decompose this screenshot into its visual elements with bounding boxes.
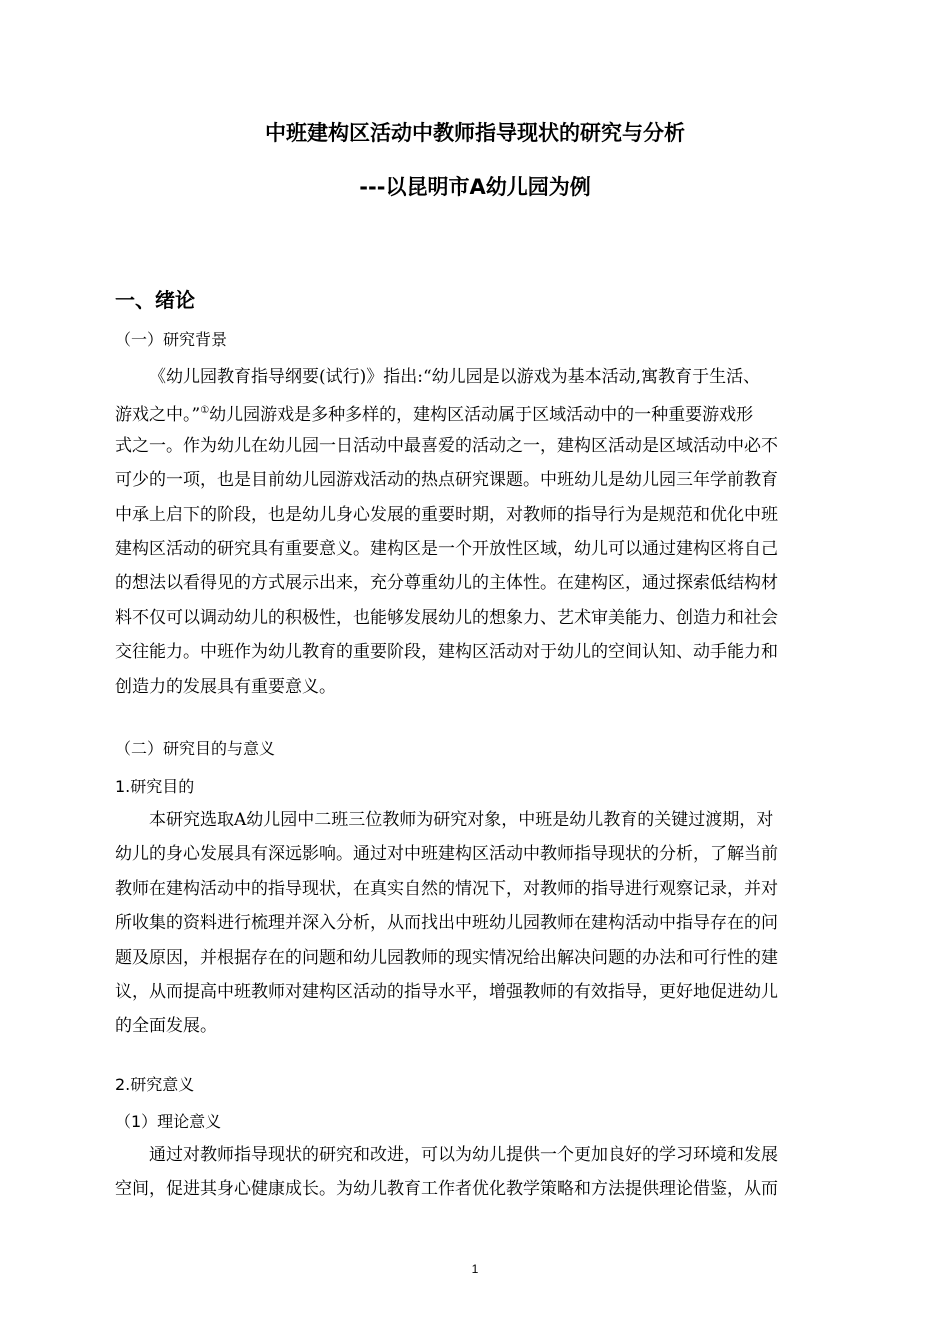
paragraph-line: 幼儿的身心发展具有深远影响。通过对中班建构区活动中教师指导现状的分析，了解当前 [115, 844, 778, 865]
paragraph-line: 本研究选取A幼儿园中二班三位教师为研究对象，中班是幼儿教育的关键过渡期，对 [149, 810, 774, 830]
paragraph-theoretical-significance [115, 1138, 860, 1207]
paragraph-line [115, 394, 860, 428]
paragraph-line: 题及原因，并根据存在的问题和幼儿园教师的现实情况给出解决问题的办法和可行性的建 [115, 947, 778, 968]
quote-end-text: 游戏之中。” [115, 405, 201, 426]
subsection-heading-background: （一）研究背景 [115, 330, 228, 349]
page-number: 1 [471, 1262, 479, 1276]
subsection-heading-purpose-significance: （二）研究目的与意义 [115, 739, 276, 758]
paragraph-line: 教师在建构活动中的指导现状，在真实自然的情况下，对教师的指导进行观察记录，并对 [115, 878, 778, 899]
document-title: 中班建构区活动中教师指导现状的研究与分析 [265, 121, 685, 145]
heading-research-significance: 2.研究意义 [115, 1075, 195, 1094]
heading-research-purpose: 1.研究目的 [115, 777, 195, 796]
paragraph-line: 可少的一项，也是目前幼儿园游戏活动的热点研究课题。中班幼儿是幼儿园三年学前教育 [115, 470, 778, 491]
paragraph-line: 的全面发展。 [115, 1016, 217, 1037]
paragraph-line: 的想法以看得见的方式展示出来，充分尊重幼儿的主体性。在建构区，通过探索低结构材 [115, 573, 778, 594]
document-subtitle: ---以昆明市A幼儿园为例 [359, 175, 591, 199]
section-heading-introduction: 一、绪论 [115, 288, 195, 312]
paragraph-research-purpose [115, 803, 860, 1044]
paragraph-line: 交往能力。中班作为幼儿教育的重要阶段，建构区活动对于幼儿的空间认知、动手能力和 [115, 642, 778, 663]
paragraph-line: 《幼儿园教育指导纲要(试行)》指出:“幼儿园是以游戏为基本活动,寓教育于生活、 [149, 367, 761, 387]
paragraph-line: 料不仅可以调动幼儿的积极性，也能够发展幼儿的想象力、艺术审美能力、创造力和社会 [115, 607, 778, 628]
paragraph-line: 中承上启下的阶段，也是幼儿身心发展的重要时期，对教师的指导行为是规范和优化中班 [115, 504, 778, 525]
quote-follow-text: 幼儿园游戏是多种多样的，建构区活动属于区域活动中的一种重要游戏形 [209, 405, 754, 426]
paragraph-line: 建构区活动的研究具有重要意义。建构区是一个开放性区域，幼儿可以通过建构区将自己 [115, 538, 778, 559]
paragraph-line: 所收集的资料进行梳理并深入分析，从而找出中班幼儿园教师在建构活动中指导存在的问 [115, 913, 778, 934]
paragraph-background [115, 360, 860, 704]
paragraph-line: 通过对教师指导现状的研究和改进，可以为幼儿提供一个更加良好的学习环境和发展 [149, 1145, 778, 1165]
paragraph-line: 式之一。作为幼儿在幼儿园一日活动中最喜爱的活动之一，建构区活动是区域活动中必不 [115, 435, 778, 456]
footnote-marker[interactable]: ① [200, 405, 210, 417]
paragraph-line: 议，从而提高中班教师对建构区活动的指导水平，增强教师的有效指导，更好地促进幼儿 [115, 981, 778, 1002]
paragraph-line: 空间，促进其身心健康成长。为幼儿教育工作者优化教学策略和方法提供理论借鉴，从而 [115, 1179, 778, 1200]
paragraph-line: 创造力的发展具有重要意义。 [115, 676, 336, 697]
heading-theoretical-significance: （1）理论意义 [115, 1112, 222, 1131]
